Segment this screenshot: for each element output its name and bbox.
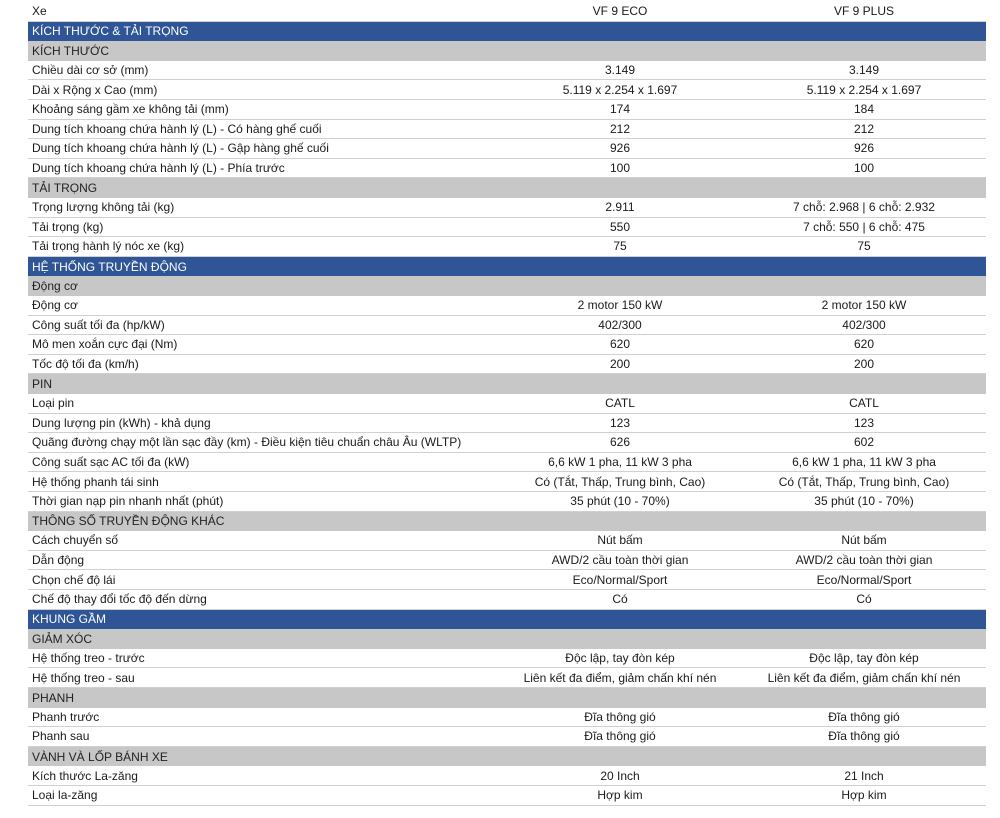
spec-value-plus: 602 [853, 435, 875, 450]
spec-label: Hệ thống phanh tái sinh [32, 474, 159, 489]
spec-value-plus: 6,6 kW 1 pha, 11 kW 3 pha [792, 455, 936, 470]
header-vf9-plus: VF 9 PLUS [833, 4, 895, 19]
spec-value-eco: 35 phút (10 - 70%) [570, 494, 670, 509]
spec-label: Dẫn động [32, 553, 85, 568]
spec-row [28, 355, 986, 375]
spec-value-eco: Nút bấm [597, 533, 643, 548]
spec-label: Trọng lượng không tải (kg) [32, 200, 175, 215]
spec-label: Công suất sạc AC tối đa (kW) [32, 455, 190, 470]
spec-label: Chế độ thay đổi tốc độ đến dừng [32, 592, 207, 607]
subsection-header [28, 512, 986, 532]
spec-row [28, 590, 986, 610]
spec-value-plus: Liên kết đa điểm, giảm chấn khí nén [767, 670, 961, 685]
table-header-row [28, 2, 986, 22]
spec-value-plus: 184 [853, 102, 875, 117]
spec-value-eco: 926 [609, 141, 631, 156]
spec-value-plus: 5.119 x 2.254 x 1.697 [806, 82, 922, 97]
spec-value-plus: 620 [853, 337, 875, 352]
spec-row [28, 394, 986, 414]
spec-value-plus: Có (Tắt, Thấp, Trung bình, Cao) [778, 474, 950, 489]
spec-value-plus: 3.149 [848, 63, 880, 78]
spec-label: Chiều dài cơ sở (mm) [32, 63, 149, 78]
spec-label: Dung tích khoang chứa hành lý (L) - Gập hàng ghế cuối [32, 141, 329, 156]
spec-row [28, 708, 986, 728]
spec-row [28, 218, 986, 238]
spec-row [28, 472, 986, 492]
spec-row [28, 766, 986, 786]
spec-value-eco: 212 [609, 121, 631, 136]
section-title: KHUNG GẦM [32, 612, 107, 627]
spec-row [28, 433, 986, 453]
spec-value-eco: 2 motor 150 kW [577, 298, 663, 313]
spec-value-plus: 200 [853, 357, 875, 372]
spec-value-eco: 550 [609, 219, 631, 234]
spec-value-plus: Đĩa thông gió [828, 729, 900, 744]
subsection-header [28, 747, 986, 767]
spec-value-eco: Đĩa thông gió [584, 729, 656, 744]
spec-label: Mô men xoắn cực đại (Nm) [32, 337, 178, 352]
spec-value-eco: AWD/2 cầu toàn thời gian [551, 553, 689, 568]
spec-label: Hệ thống treo - sau [32, 670, 135, 685]
subsection-header [28, 374, 986, 394]
spec-label: Loại pin [32, 396, 75, 411]
section-title: KÍCH THƯỚC & TẢI TRỌNG [32, 24, 189, 39]
spec-label: Dung tích khoang chứa hành lý (L) - Phía trước [32, 161, 285, 176]
spec-value-eco: CATL [605, 396, 635, 411]
spec-value-plus: 212 [853, 121, 875, 136]
spec-row [28, 100, 986, 120]
spec-row [28, 727, 986, 747]
spec-value-plus: 7 chỗ: 2.968 | 6 chỗ: 2.932 [793, 200, 935, 215]
spec-value-eco: 20 Inch [600, 768, 640, 783]
spec-value-eco: Đĩa thông gió [584, 709, 656, 724]
spec-row [28, 786, 986, 806]
spec-value-plus: Có [856, 592, 872, 607]
spec-row [28, 570, 986, 590]
spec-label: Công suất tối đa (hp/kW) [32, 317, 165, 332]
spec-label: Khoảng sáng gầm xe không tải (mm) [32, 102, 229, 117]
subsection-title: Động cơ [32, 279, 78, 294]
spec-row [28, 61, 986, 81]
subsection-header [28, 178, 986, 198]
spec-label: Tải trọng hành lý nóc xe (kg) [32, 239, 185, 254]
spec-row [28, 414, 986, 434]
spec-value-eco: 3.149 [604, 63, 636, 78]
section-header [28, 257, 986, 277]
spec-value-plus: 402/300 [842, 317, 886, 332]
spec-value-eco: 620 [609, 337, 631, 352]
spec-value-eco: 2.911 [605, 200, 635, 215]
spec-row [28, 139, 986, 159]
spec-label: Động cơ [32, 298, 78, 313]
spec-label: Tải trọng (kg) [32, 219, 104, 234]
spec-label: Chọn chế độ lái [32, 572, 116, 587]
spec-row [28, 551, 986, 571]
spec-value-plus: Đĩa thông gió [828, 709, 900, 724]
spec-row [28, 668, 986, 688]
spec-row [28, 335, 986, 355]
spec-value-plus: 2 motor 150 kW [821, 298, 907, 313]
spec-value-eco: 6,6 kW 1 pha, 11 kW 3 pha [548, 455, 692, 470]
spec-value-plus: 123 [853, 415, 875, 430]
spec-value-eco: Độc lập, tay đòn kép [565, 651, 675, 666]
spec-value-eco: Liên kết đa điểm, giảm chấn khí nén [523, 670, 717, 685]
spec-value-plus: Nút bấm [841, 533, 887, 548]
subsection-title: TẢI TRỌNG [32, 181, 98, 196]
spec-value-eco: Có (Tắt, Thấp, Trung bình, Cao) [534, 474, 706, 489]
spec-row [28, 492, 986, 512]
spec-value-plus: 21 Inch [844, 768, 884, 783]
subsection-title: THÔNG SỐ TRUYỀN ĐỘNG KHÁC [32, 514, 225, 529]
spec-row [28, 531, 986, 551]
subsection-title: PIN [32, 377, 53, 392]
spec-label: Dài x Rộng x Cao (mm) [32, 82, 158, 97]
spec-label: Dung tích khoang chứa hành lý (L) - Có hàng ghế cuối [32, 121, 322, 136]
spec-row [28, 80, 986, 100]
subsection-title: KÍCH THƯỚC [32, 43, 109, 58]
spec-value-plus: Eco/Normal/Sport [816, 572, 912, 587]
spec-row [28, 237, 986, 257]
spec-value-plus: 7 chỗ: 550 | 6 chỗ: 475 [803, 219, 925, 234]
spec-row [28, 649, 986, 669]
subsection-header [28, 276, 986, 296]
spec-value-plus: 926 [853, 141, 875, 156]
spec-label: Hệ thống treo - trước [32, 651, 145, 666]
spec-value-eco: 174 [609, 102, 631, 117]
subsection-header [28, 688, 986, 708]
spec-value-eco: 402/300 [598, 317, 642, 332]
section-header [28, 22, 986, 42]
spec-label: Phanh trước [32, 709, 100, 724]
subsection-title: PHANH [32, 690, 75, 705]
spec-label: Cách chuyển số [32, 533, 119, 548]
spec-row [28, 198, 986, 218]
spec-value-eco: Hợp kim [597, 788, 643, 803]
spec-row [28, 316, 986, 336]
spec-value-eco: 626 [609, 435, 631, 450]
spec-value-eco: 100 [609, 161, 631, 176]
spec-row [28, 120, 986, 140]
spec-value-plus: CATL [849, 396, 879, 411]
subsection-title: GIẢM XÓC [32, 631, 93, 646]
spec-value-plus: 75 [857, 239, 871, 254]
spec-value-plus: 100 [853, 161, 875, 176]
spec-value-plus: Độc lập, tay đòn kép [809, 651, 919, 666]
spec-row [28, 453, 986, 473]
spec-label: Thời gian nạp pin nhanh nhất (phút) [32, 494, 224, 509]
subsection-header [28, 629, 986, 649]
section-header [28, 610, 986, 630]
spec-value-eco: Có [612, 592, 628, 607]
spec-value-eco: 200 [609, 357, 631, 372]
spec-value-eco: Eco/Normal/Sport [572, 572, 668, 587]
spec-label: Loại la-zăng [32, 788, 98, 803]
spec-row [28, 296, 986, 316]
spec-label: Kích thước La-zăng [32, 768, 138, 783]
subsection-header [28, 41, 986, 61]
header-label: Xe [32, 4, 47, 19]
header-vf9-eco: VF 9 ECO [592, 4, 648, 19]
spec-value-eco: 5.119 x 2.254 x 1.697 [562, 82, 678, 97]
spec-label: Dung lượng pin (kWh) - khả dụng [32, 415, 211, 430]
spec-label: Quãng đường chạy một lần sạc đầy (km) - Điều kiện tiêu chuẩn châu Âu (WLTP) [32, 435, 462, 450]
spec-value-plus: Hợp kim [841, 788, 887, 803]
subsection-title: VÀNH VÀ LỐP BÁNH XE [32, 749, 168, 764]
spec-label: Phanh sau [32, 729, 90, 744]
spec-value-eco: 123 [609, 415, 631, 430]
section-title: HỆ THỐNG TRUYỀN ĐỘNG [32, 259, 187, 274]
spec-value-eco: 75 [613, 239, 627, 254]
spec-row [28, 159, 986, 179]
spec-value-plus: 35 phút (10 - 70%) [814, 494, 914, 509]
spec-label: Tốc độ tối đa (km/h) [32, 357, 139, 372]
spec-value-plus: AWD/2 cầu toàn thời gian [795, 553, 933, 568]
